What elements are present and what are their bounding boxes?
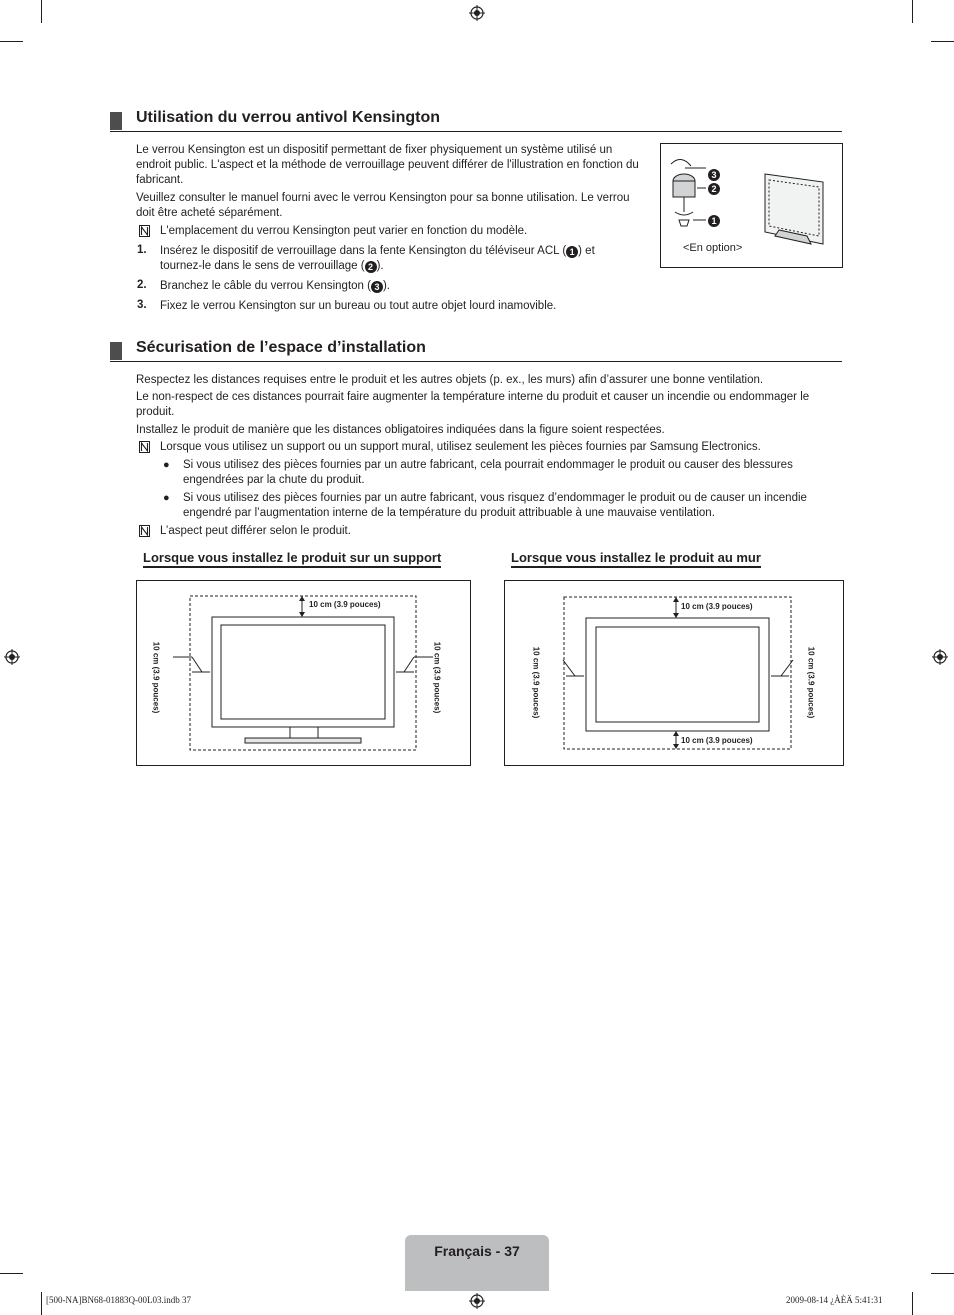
wall-tv-illustration xyxy=(505,581,843,765)
clearance-label-left: 10 cm (3.9 pouces) xyxy=(531,646,541,719)
figure-caption: <En option> xyxy=(683,242,743,254)
note-icon xyxy=(139,441,150,453)
clearance-label-top: 10 cm (3.9 pouces) xyxy=(681,602,753,611)
page-number-tab xyxy=(405,1235,549,1291)
paragraph: Veuillez consulter le manuel fourni avec le verrou Kensington pour sa bonne utilisation. Le verrou doit être acheté séparément. xyxy=(136,192,630,219)
crop-mark xyxy=(41,0,42,23)
stand-tv-illustration xyxy=(137,581,470,765)
crop-mark xyxy=(912,1292,913,1315)
registration-mark-icon xyxy=(469,1293,485,1309)
crop-mark xyxy=(912,0,913,23)
registration-mark-icon xyxy=(4,649,20,665)
stand-heading: Lorsque vous installez le produit sur un support xyxy=(143,550,441,568)
note-text: Lorsque vous utilisez un support ou un support mural, utilisez seulement les pièces fournies par Samsung Electronics. xyxy=(160,441,761,453)
step-text xyxy=(160,279,640,294)
kensington-figure xyxy=(660,143,843,268)
step-text-part: Branchez le câble du verrou Kensington ( xyxy=(160,280,371,292)
number-mark-icon: 2 xyxy=(708,183,720,195)
step-text-part: Insérez le dispositif de verrouillage dans la fente Kensington du téléviseur ACL ( xyxy=(160,245,567,257)
note-icon xyxy=(139,525,150,537)
clearance-label-right: 10 cm (3.9 pouces) xyxy=(806,646,816,719)
step-number: 1. xyxy=(137,244,147,256)
section-title: Utilisation du verrou antivol Kensington xyxy=(136,109,441,126)
note-text: L’aspect peut différer selon le produit. xyxy=(160,525,351,537)
crop-mark xyxy=(41,1292,42,1315)
number-mark-icon: 3 xyxy=(708,169,720,181)
paragraph: Le verrou Kensington est un dispositif permettant de fixer physiquement un système utilisé un endroit public. L'aspect et la méthode de verrouillage peuvent différer de l'illustration en fonction du fabricant. xyxy=(136,144,639,186)
stand-clearance-diagram xyxy=(136,580,471,766)
paragraph: Le non-respect de ces distances pourrait faire augmenter la température interne du produit et causer un incendie ou endommager le produit. xyxy=(136,391,810,418)
number-mark-icon: 1 xyxy=(708,215,720,227)
section-title: Sécurisation de l’espace d’installation xyxy=(136,339,426,356)
section-heading-kensington xyxy=(110,109,842,132)
bullet-icon: ● xyxy=(163,492,170,504)
note-icon xyxy=(139,225,150,237)
section-heading-installation xyxy=(110,339,842,362)
registration-mark-icon xyxy=(932,649,948,665)
number-mark-icon: 3 xyxy=(371,281,383,293)
page-number: Français - 37 xyxy=(434,1243,520,1259)
print-slug-left: [500-NA]BN68-01883Q-00L03.indb 37 xyxy=(46,1295,191,1305)
step-text-part: ). xyxy=(376,260,384,272)
step-number: 3. xyxy=(137,299,147,311)
wall-clearance-diagram xyxy=(504,580,844,766)
number-mark-icon: 2 xyxy=(365,261,377,273)
clearance-label-bottom: 10 cm (3.9 pouces) xyxy=(681,736,753,745)
wall-heading: Lorsque vous installez le produit au mur xyxy=(511,550,761,568)
bullet-icon: ● xyxy=(163,459,170,471)
clearance-label-right: 10 cm (3.9 pouces) xyxy=(432,641,442,714)
crop-mark xyxy=(931,41,954,42)
step-number: 2. xyxy=(137,279,147,291)
registration-mark-icon xyxy=(469,5,485,21)
step-text-part: ) et tournez-le dans le sens de verrouillage ( xyxy=(160,245,595,272)
section-marker xyxy=(110,342,122,360)
step-text xyxy=(160,244,640,274)
clearance-label-left: 10 cm (3.9 pouces) xyxy=(151,641,161,714)
note-text: L'emplacement du verrou Kensington peut varier en fonction du modèle. xyxy=(160,225,528,237)
crop-mark xyxy=(0,1273,23,1274)
number-mark-icon: 1 xyxy=(566,246,578,258)
paragraph: Installez le produit de manière que les distances obligatoires indiquées dans la figure soient respectées. xyxy=(136,424,665,436)
step-text: Fixez le verrou Kensington sur un bureau ou tout autre objet lourd inamovible. xyxy=(160,300,557,312)
crop-mark xyxy=(0,41,23,42)
step-text-part: ). xyxy=(382,280,390,292)
bullet-text: Si vous utilisez des pièces fournies par un autre fabricant, cela pourrait endommager le produit ou causer des blessures engendrées par la chute du produit. xyxy=(183,459,793,486)
crop-mark xyxy=(931,1273,954,1274)
print-slug-right: 2009-08-14 ¿ÀÈÄ 5:41:31 xyxy=(786,1295,883,1305)
paragraph: Respectez les distances requises entre le produit et les autres objets (p. ex., les murs) afin d’assurer une bonne ventilation. xyxy=(136,374,764,386)
bullet-text: Si vous utilisez des pièces fournies par un autre fabricant, vous risquez d’endommager le produit ou de causer un incendie engendré par l’augmentation interne de la température du produit attribuable à une mauvaise ventilation. xyxy=(183,492,807,519)
clearance-label-top: 10 cm (3.9 pouces) xyxy=(309,600,381,609)
section-marker xyxy=(110,112,122,130)
